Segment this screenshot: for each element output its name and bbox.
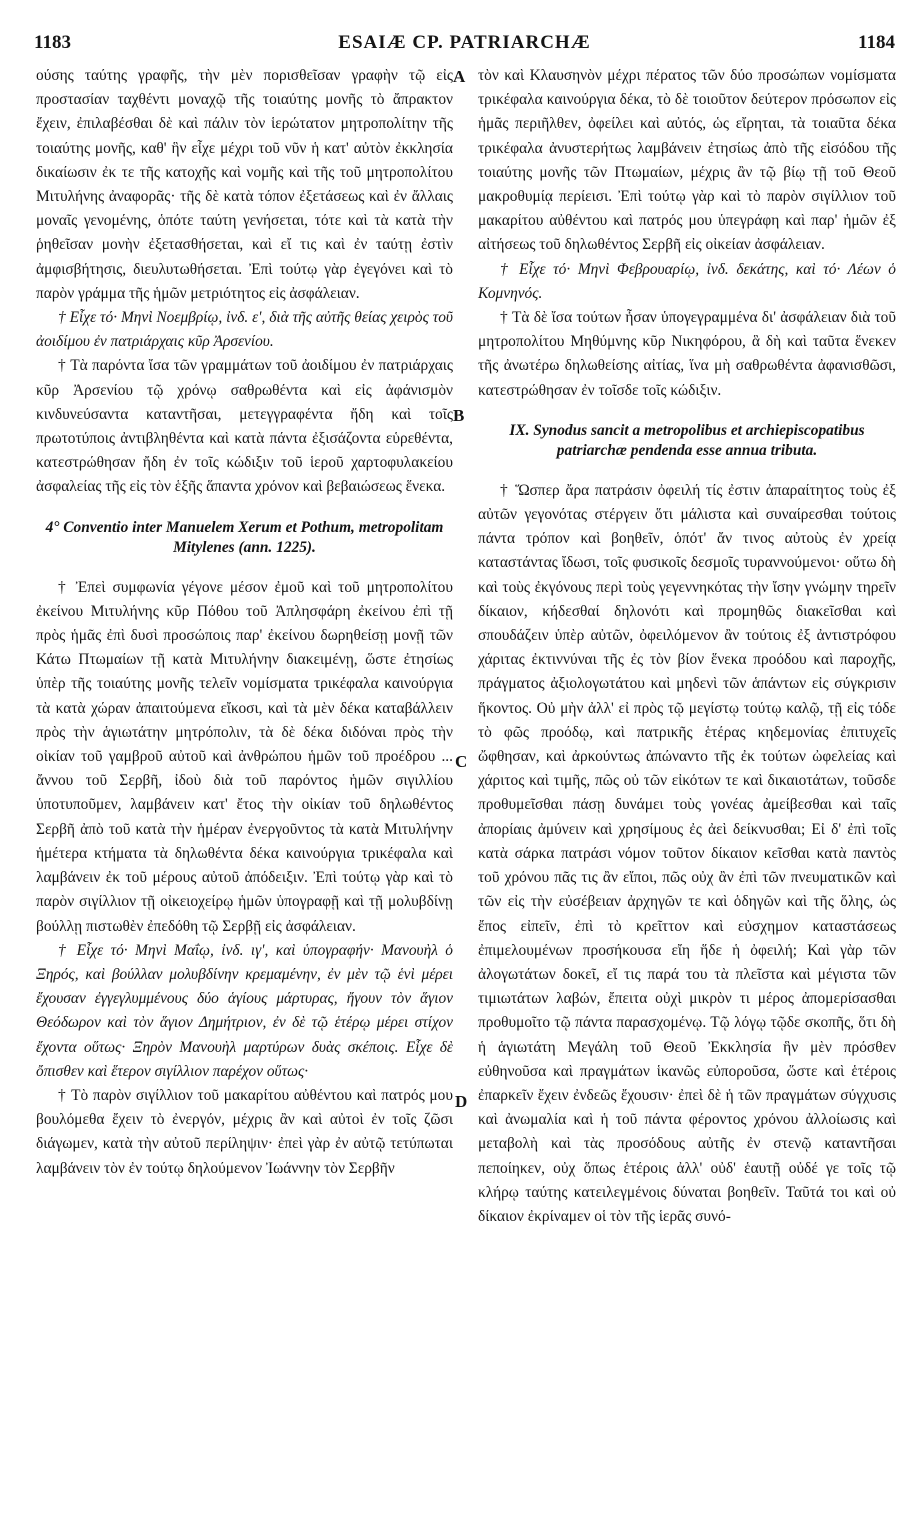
left-paragraph-4: † Ἐπεὶ συμφωνία γέγονε μέσον ἐμοῦ καὶ τοῦ μητροπολίτου ἐκείνου Μιτυλήνης κῦρ Πόθου τοῦ Ἀπλησφάρη ἐκείνου ἐπὶ τῇ πρὸς ἡμᾶς ἐπὶ δυσὶ προσώποις παρ' ἐκείνου δωρηθείσῃ μονῇ τῶν Κάτω Πτωμαίων τῇ κατὰ Μιτυλήνην διακειμένῃ, ὥστε ἐτησίως ὑπὲρ τῆς τοιαύτης μονῆς τελεῖν νομίσματα τρικέφαλα καινούργια τὰ κατὰ χώραν ἀπαιτούμενα εἴκοσι, καὶ τὰ μὲν δέκα καταβάλλειν πρὸς τὴν ἁγιωτάτην μητρόπολιν, τὰ δὲ δέκα διδόναι πρὸς τὴν οἰκίαν τοῦ γαμβροῦ αὐτοῦ καὶ ἀνθρώπου ἡμῶν τοῦ προέδρου ... ἄννου τοῦ Σερβῆ, ἰδοὺ διὰ τοῦ παρόντος ἡμῶν σιγιλλίου ὑποτυποῦμεν, λαμβάνειν κατ' ἔτος τὴν οἰκίαν τοῦ δηλωθέντος Σερβῆ ἀπὸ τοῦ κατὰ τὴν ἡμέραν ἐνεργοῦντος τὰ κατὰ Μιτυλήνην ἡμέτερα κτήματα τὰ δηλωθέντα δέκα καινούργια τρικέφαλα καὶ λαμβάνειν ἐκ τοῦ μέρους αὐτοῦ ἀπόδειξιν. Ἐπὶ τούτῳ γὰρ καὶ τὸ παρὸν σιγίλλιον τῇ οἰκειοχείρῳ ἡμῶν ὑπογραφῇ καὶ τῇ μολυβδίνῃ βούλλῃ πιστωθὲν ἐπεδόθη τῷ Σερβῇ εἰς ἀσφάλειαν. <box>36 578 453 935</box>
running-title: ESAIÆ CP. PATRIARCHÆ <box>338 32 591 53</box>
left-section-heading: 4° Conventio inter Manuelem Xerum et Pothum, metropolitam Mitylenes (ann. 1225). <box>45 518 444 556</box>
right-paragraph-1: τὸν καὶ Κλαυσηνὸν μέχρι πέρατος τῶν δύο προσώπων νομίσματα τρικέφαλα καινούργια δέκα, τὸ δὲ τοιοῦτον δεύτερον πρόσωπον εἰς ἡμᾶς περιῆλθεν, ὀφείλει καὶ αὐτός, ὡς εἴρηται, τὰ τοιαῦτα δέκα τρικέφαλα ἀνυστερήτως λαμβάνειν ἐτησίως ἀπὸ τῆς εἰσόδου τῆς τοιαύτης μονῆς τῶν Πτωμαίων, μέχρις ἂν τῷ βίῳ τῇ τοῦ Θεοῦ μακροθυμίᾳ περίεισι. Ἐπὶ τούτῳ γὰρ καὶ τὸ παρὸν σιγίλλιον τοῦ μακαρίτου αὐθέντου καὶ πατρός μου ὑπεγράφη καὶ παρ' ἡμῶν ἐξ αἰτήσεως τοῦ δηλωθέντος Σερβῆ εἰς οἰκείαν ἀσφάλειαν. <box>478 67 896 254</box>
margin-letter-c: C <box>455 752 468 771</box>
right-paragraph-3: † Τὰ δὲ ἴσα τούτων ἦσαν ὑπογεγραμμένα δι' ἀσφάλειαν διὰ τοῦ μητροπολίτου Μηθύμνης κῦρ Νικηφόρου, ἃ δὴ καὶ ταῦτα ἕνεκεν τῆς ἀνωτέρω δηλωθείσης αἰτίας, ἵνα μὴ σαθρωθέντα ἀφανισθῶσι, κατεστρώθησαν ἐν τοῖσδε τοῖς κώδιξιν. <box>478 309 896 399</box>
running-head <box>34 32 895 56</box>
left-paragraph-5: † Εἶχε τό· Μηνὶ Μαΐῳ, ἰνδ. ιγ', καὶ ὑπογραφήν· Μανουὴλ ὁ Ξηρός, καὶ βούλλαν μολυβδίνην κρεμαμένην, ἐν μὲν τῷ ἑνὶ μέρει ἔχουσαν ἐγγεγλυμμένους δύο ἁγίους μάρτυρας, ἤγουν τὸν ἅγιον Θεόδωρον καὶ τὸν ἅγιον Δημήτριον, ἐν δὲ τῷ ἑτέρῳ μέρει στίχον ἔχοντα οὕτως· Ξηρὸν Μανουὴλ μαρτύρων δυὰς σκέποις. Εἶχε δὲ ὄπισθεν καὶ ἕτερον σιγίλλιον παρέχον οὕτως· <box>36 941 453 1080</box>
left-paragraph-2: † Εἶχε τό· Μηνὶ Νοεμβρίῳ, ἰνδ. ε', διὰ τῆς αὐτῆς θείας χειρὸς τοῦ ἀοιδίμου ἐν πατριάρχαις κῦρ Ἀρσενίου. <box>36 309 453 351</box>
right-column <box>478 64 896 1229</box>
left-paragraph-3: † Τὰ παρόντα ἴσα τῶν γραμμάτων τοῦ ἀοιδίμου ἐν πατριάρχαις κῦρ Ἀρσενίου τῷ χρόνῳ σαθρωθέντα καὶ εἰς ἀφάνισμὸν κινδυνεύσαντα καταντῆσαι, μετεγγραφέντα ἤδη καὶ τοῖς πρωτοτύποις ἀντιβληθέντα καὶ κατὰ πάντα ἐξισάζοντα εὑρεθέντα, κατεστρώθησαν ἤδη ἐν τοῖς κώδιξιν τοῦ ἱεροῦ χαρτοφυλακείου ἀσφαλείας τῆς εἰς τὸν ἑξῆς ἅπαντα χρόνον καὶ βεβαιώσεως ἕνεκα. <box>36 357 453 496</box>
right-section-heading: IX. Synodus sancit a metropolibus et archiepiscopatibus patriarchæ pendenda esse annua tributa. <box>509 421 865 459</box>
page-number-right: 1184 <box>858 32 895 53</box>
right-paragraph-2: † Εἶχε τό· Μηνὶ Φεβρουαρίῳ, ἰνδ. δεκάτης, καὶ τό· Λέων ὁ Κομνηνός. <box>478 260 896 302</box>
margin-letter-b: B <box>453 406 465 425</box>
left-column <box>36 64 453 1181</box>
margin-letter-d: D <box>455 1092 468 1111</box>
margin-letter-a: A <box>453 67 466 86</box>
left-paragraph-6: † Τὸ παρὸν σιγίλλιον τοῦ μακαρίτου αὐθέντου καὶ πατρός μου βουλόμεθα ἔχειν τὸ ἐνεργόν, μέχρις ἂν καὶ αὐτοὶ ἐν τοῖς ζῶσι διάγωμεν, κατὰ τὴν αὐτοῦ περίληψιν· ἐπεὶ γὰρ ἐν αὐτῷ τετύπωται λαμβάνειν τὸν ἐν τούτῳ δηλούμενον Ἰωάννην τὸν Σερβῆν <box>36 1086 453 1177</box>
page-number-left: 1183 <box>34 32 71 53</box>
left-paragraph-1: ούσης ταύτης γραφῆς, τὴν μὲν πορισθεῖσαν γραφὴν τῷ εἰς προστασίαν ταχθέντι μοναχῷ τῆς τοιαύτης μονῆς τὸ ἄπρακτον ἔχειν, ἐπιλαβέσθαι δὲ καὶ πάλιν τὸν ἱερώτατον μητροπολίτην τῆς τοιαύτης μονῆς, καθ' ἣν εἶχε μέχρι τοῦ νῦν ἡ κατ' αὐτὸν ἐκκλησία δικαίωσιν ἐκ τε τῆς κατοχῆς καὶ νομῆς καὶ τῆς τοῦ μητροπολίτου Μιτυλήνης ἀναφορᾶς· τῆς δὲ κατὰ τόπον ἐξετάσεως καὶ ἐν ἄλλαις μοναῖς γενομένης, ὁπότε ταύτη γενήσεται, τότε καὶ τὰ κατὰ τὴν ῥηθεῖσαν μονὴν ἐξετασθήσεται, καὶ εἴ τις καὶ ἐν ταύτῃ ἐστὶν ἀμφισβήτησις, διευλυτωθήσεται. Ἐπὶ τούτῳ γὰρ ἐγεγόνει καὶ τὸ παρὸν γράμμα τῆς ἡμῶν μετριότητος εἰς ἀσφάλειαν. <box>36 67 453 302</box>
right-paragraph-4: † Ὥσπερ ἄρα πατράσιν ὀφειλή τίς ἐστιν ἀπαραίτητος τοὺς ἐξ αὐτῶν γεγονότας στέργειν ὅτι μάλιστα καὶ συναίρεσθαι τούτοις πάντα τρόπον καὶ βοηθεῖν, ὁπότ' ἄν τινος αὐτοὺς ἐν χρείᾳ καταστάντας ἴδωσι, τοῖς φυσικοῖς δεσμοῖς τυραννούμενοι· οὕτω δὴ καὶ τοὺς ἐκγόνους περὶ τοὺς γεγεννηκότας τὴν ἴσην γνώμην τηρεῖν δίκαιον, κήδεσθαί δηλονότι καὶ προμηθῶς διακεῖσθαι καὶ σπουδάζειν ὑπὲρ αὐτῶν, ὀφειλόμενον ἂν τούτοις ἐξ ἀντιστρόφου χάριτας ἐκτιννύναι τῆς ἐς τὸν βίον ἕνεκα προόδου καὶ παροχῆς, πράγματος ἀξιολογωτάτου καὶ μηδενὶ τῶν ἁπάντων εἰς σύγκρισιν ἥκοντος. Οὐ μὴν ἀλλ' εἰ πρὸς τῷ μεγίστῳ τούτῳ καλῷ, τῇ εἰς τόδε τὸ φῶς προόδῳ, καὶ πατρικῆς ἑτέρας κηδεμονίας ἐπιτυχεῖς ὤφθησαν, καὶ ἀρκούντως ἀπώναντο τῆς ἐκ τούτων ὠφελείας καὶ χάριτος καὶ τιμῆς, πῶς οὐ τῶν εἰκότων τε καὶ δικαιοτάτων, τοῦσδε προθυμεῖσθαι πάσῃ δυνάμει τοὺς γονέας ἀμείβεσθαι καὶ ταῖς ἀπορίαις ἀμύνειν καὶ χρησίμους ἐς ἀεὶ δείκνυσθαι; Εἰ δ' ἐπὶ τοῖς κατὰ σάρκα πατράσι νόμον τοῦτον δίκαιον κεῖσθαι κατὰ παντὸς τοῦ χρόνου πᾶς τις ἂν εἴποι, πῶς οὐχ ἂν ἐπὶ τῶν πνευματικῶν καὶ τῶν εἰς τὴν εὐσέβειαν ἀρχηγῶν τε καὶ ὁδηγῶν καὶ τῆς ὅλης, ὡς ἔπος εἰπεῖν, ἐπὶ τὸ κρεῖττον καὶ εὐσχημον καταστάσεως ἐπιμελουμένων προσήκουσα εἴη ἥδε ἡ ὀφειλή; Καὶ γὰρ τῶν ἀλογωτάτων δοκεῖ, εἴ τις παρά του τὰ πλεῖστα καὶ μέγιστα τῶν τιμιωτάτων λαβών, ἔπειτα οὐχὶ μικρὸν τι μέρος ἀπομερίσασθαι προθυμοῖτο τῷ πάντα παρασχομένῳ. Τῷ λόγῳ τῷδε σκοπῆς, ὅτι δὴ ἡ ἁγιωτάτη Μεγάλη τοῦ Θεοῦ Ἐκκλησία ἣν μὲν πρόσθεν εὐθηνοῦσα καὶ πραγμάτων ἱκανῶς εὐποροῦσα, ὥστε καὶ ἑτέροις ἐπαρκεῖν ἔχειν ἐνδεῶς ἔχουσιν· ἐπεὶ δὲ ἡ τῶν πραγμάτων σύγχυσις καὶ ἀνωμαλία καὶ ἡ τοῦ πάντα φέροντος χρόνου ἀλλοίωσις καὶ μεταβολὴ καὶ τὰς προσόδους αὐτῆς ἐν στενῷ καταντῆσαι πεποίηκεν, οὐχ ὅπως ἑτέροις ἀλλ' οὐδ' ἑαυτῇ οὐδέ γε τοῖς τῷ κλήρῳ ταύτης κατειλεγμένοις δύναται βοηθεῖν. Ταῦτά τοι καὶ οὐ δίκαιον ἐκρίναμεν οἱ τὸν τῆς ἱερᾶς συνό- <box>478 481 896 1225</box>
